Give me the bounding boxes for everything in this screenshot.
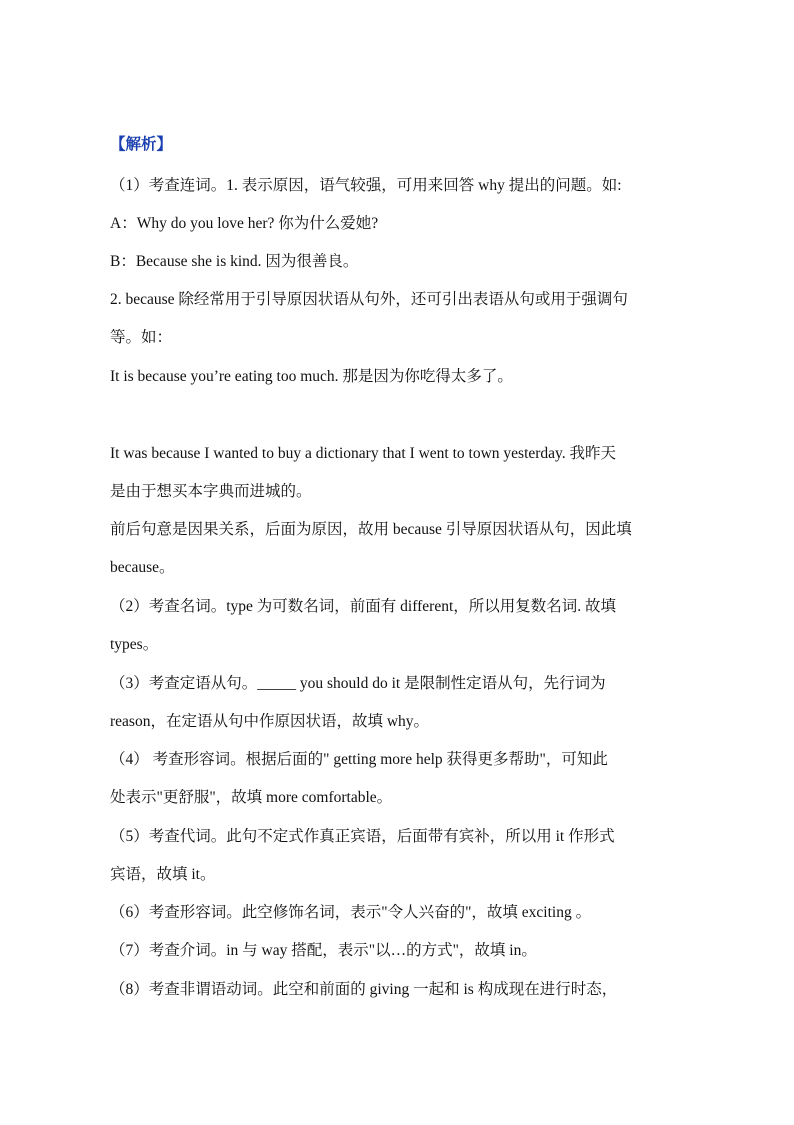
text-line: （3）考查定语从句。_____ you should do it 是限制性定语从句，先行词为: [110, 675, 606, 692]
text-line: 是由于想买本字典而进城的。: [110, 483, 312, 500]
text-line: A：Why do you love her? 你为什么爱她?: [110, 215, 379, 232]
text-line: reason，在定语从句中作原因状语，故填 why。: [110, 713, 430, 730]
text-line: （2）考查名词。type 为可数名词，前面有 different，所以用复数名词. 故填: [110, 598, 617, 615]
text-line: 2. because 除经常用于引导原因状语从句外，还可引出表语从句或用于强调句: [110, 291, 628, 308]
section-heading: 【解析】: [110, 136, 173, 153]
text-line: because。: [110, 559, 175, 576]
text-line: （6）考查形容词。此空修饰名词，表示"令人兴奋的"，故填 exciting 。: [110, 904, 592, 921]
text-line: （4） 考查形容词。根据后面的" getting more help 获得更多帮助"，可知此: [110, 751, 608, 768]
text-line: B：Because she is kind. 因为很善良。: [110, 253, 359, 270]
text-line: It is because you’re eating too much. 那是因为你吃得太多了。: [110, 368, 513, 385]
text-line: It was because I wanted to buy a dictionary that I went to town yesterday. 我昨天: [110, 445, 617, 462]
text-line: （5）考查代词。此句不定式作真正宾语，后面带有宾补，所以用 it 作形式: [110, 828, 615, 845]
text-line: （1）考查连词。1. 表示原因，语气较强，可用来回答 why 提出的问题。如:: [110, 177, 622, 194]
text-line: （7）考查介词。in 与 way 搭配，表示"以…的方式"，故填 in。: [110, 942, 537, 959]
text-line: 前后句意是因果关系，后面为原因，故用 because 引导原因状语从句，因此填: [110, 521, 632, 538]
text-line: 等。如：: [110, 329, 173, 346]
text-line: 处表示"更舒服"，故填 more comfortable。: [110, 789, 393, 806]
text-line: types。: [110, 636, 159, 653]
text-line: 宾语，故填 it。: [110, 866, 216, 883]
text-line: （8）考查非谓语动词。此空和前面的 giving 一起和 is 构成现在进行时态，: [110, 981, 618, 998]
